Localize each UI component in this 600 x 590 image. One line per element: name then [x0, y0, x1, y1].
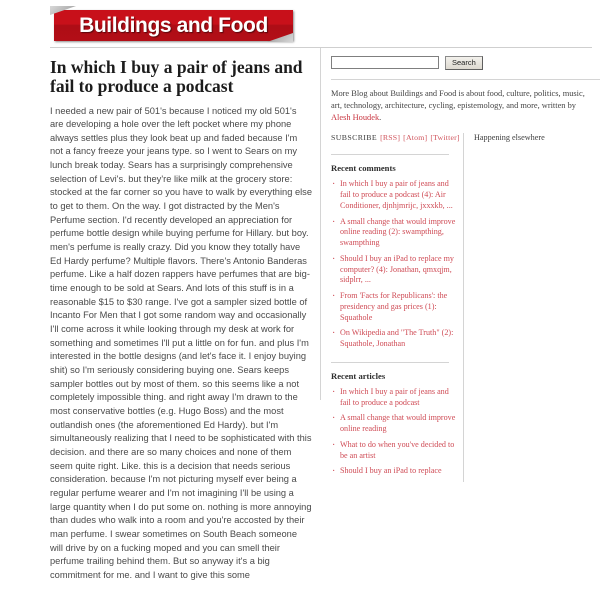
recent-comment-link[interactable]: From 'Facts for Republicans': the presidency and gas prices (1): Squathole [340, 291, 448, 322]
author-link[interactable]: Alesh Houdek [331, 113, 380, 123]
recent-articles-title: Recent articles [331, 370, 386, 381]
recent-comments-list [331, 179, 459, 350]
list-item[interactable] [331, 179, 459, 211]
recent-article-link[interactable]: What to do when you've decided to be an artist [340, 439, 455, 460]
sidebar-column [321, 48, 600, 482]
subscribe-block [331, 133, 459, 482]
list-item[interactable] [331, 328, 459, 350]
page-title: In which I buy a pair of jeans and fail to produce a podcast [50, 57, 303, 97]
article-column [50, 48, 312, 590]
site-description-period: . [379, 113, 382, 123]
recent-article-link[interactable]: A small change that would improve online reading [340, 413, 456, 434]
article-paragraph: I needed a new pair of 501's because I noticed my old 501's are developing a hole over the left pocket where my phone always settles plus they look beat up and faded because I'm not a fancy freeze your jeans type. so I went to Sears on my lunch break today. Sears has a surprisingly comprehensive selection of Levi's. but they're like milk at the grocery store: stocked at the far corner so you have to walk by everything else to get to them. On the way. I got distracted by the Men's Perfume section. I'd recently developed an appreciation for perfume bottle design while buying perfume for Hillary. but boy. men's perfume is really crazy. Did you know they totally have Ed Hardy perfume? Multiple flavors. There's Antonio Banderas perfume. Like a half dozen rappers have perfumes that are big-time enough to be sold at Sears. And lots of this stuff is in a reasonable $15 to $30 range. I've got a sampler sized bottle of Incanto For Men that I got some random way and occasionally I'll come across it while looking through my desk at work for something and sometimes I'll put a little on for fun. and plus I'm interested in the bottle designs (and let's face it. I enjoy buying shit) so I'm seriously considering buying one. Sears keeps sampler bottles out by most of them. so this seems like a not completely impossible thing. and right away I'm drawn to the most conservative bottles (e.g. Hugo Boss) and the most outlandish ones (the aforementioned Ed Hardy). but I'm simultaneously realizing that I need to be sophisticated with this decision. and there are so many choices and none of them seem quite right. Like. this is a decision that needs serious consideration. because I'm not picturing myself ever being a regular perfume wearer and I'm not imagining I'll be using a large quantity when I do put some on. nothing is more annoying than dudes who walk into a room and you're accosted by their man perfume. I swear sometimes on South Beach someone will drive by on a fucking moped and you can smell their perfume trailing behind them. But so anyway it's a big commitment for me. and I want to give this some [50, 105, 313, 580]
article-body [50, 105, 312, 583]
search-input[interactable] [331, 56, 439, 69]
recent-comments-title: Recent comments [331, 163, 396, 174]
recent-comments-divider [331, 154, 449, 155]
subscribe-link-rss[interactable]: [RSS] [380, 133, 401, 143]
subscribe-link-atom[interactable]: [Atom] [403, 133, 428, 143]
site-title: Buildings and Food [79, 14, 268, 37]
site-description-text: More Blog about Buildings and Food is about food, culture, politics, music, art, technology, architecture, cycling, epistemology, and more, written by [331, 88, 585, 110]
recent-article-link[interactable]: In which I buy a pair of jeans and fail to produce a podcast [340, 386, 449, 407]
recent-comment-link[interactable]: Should I buy an iPad to replace my computer? (4): Jonathan, qmxqjm, sidplrr, ... [340, 253, 454, 285]
list-item[interactable] [331, 217, 459, 249]
recent-articles-divider [331, 362, 449, 363]
elsewhere-column [474, 133, 600, 142]
list-item[interactable] [331, 291, 459, 323]
recent-comment-link[interactable]: A small change that would improve online reading (2): swampthing, swampthing [340, 216, 456, 248]
subscribe-line [331, 133, 459, 142]
subscribe-strip [331, 133, 600, 482]
site-header [0, 0, 600, 48]
list-item[interactable] [331, 440, 459, 462]
search-button[interactable]: Search [445, 56, 483, 70]
recent-articles-list [331, 387, 459, 477]
list-item[interactable] [331, 466, 459, 477]
recent-comment-link[interactable]: In which I buy a pair of jeans and fail to produce a podcast (4): Air Conditioner, djnhjmrijc, jxxxkb, ... [340, 179, 453, 210]
header-divider [50, 47, 592, 48]
page-layout [0, 48, 600, 580]
list-item[interactable] [331, 387, 459, 409]
subscribe-label: SUBSCRIBE [331, 133, 378, 143]
list-item[interactable] [331, 413, 459, 435]
search-form[interactable] [331, 56, 600, 70]
site-description [331, 88, 595, 125]
elsewhere-title: Happening elsewhere [474, 133, 545, 143]
subscribe-link-twitter[interactable]: [Twitter] [430, 133, 460, 143]
ribbon-banner [54, 10, 293, 41]
recent-comment-link[interactable]: On Wikipedia and "The Truth" (2): Squathole, Jonathan [340, 328, 454, 349]
site-logo-ribbon[interactable] [50, 6, 293, 42]
search-divider [331, 79, 600, 80]
list-item[interactable] [331, 254, 459, 286]
recent-comments-section [331, 154, 459, 350]
recent-articles-section [331, 362, 459, 477]
sidebar-inner-divider [463, 133, 464, 482]
recent-article-link[interactable]: Should I buy an iPad to replace [340, 466, 442, 476]
